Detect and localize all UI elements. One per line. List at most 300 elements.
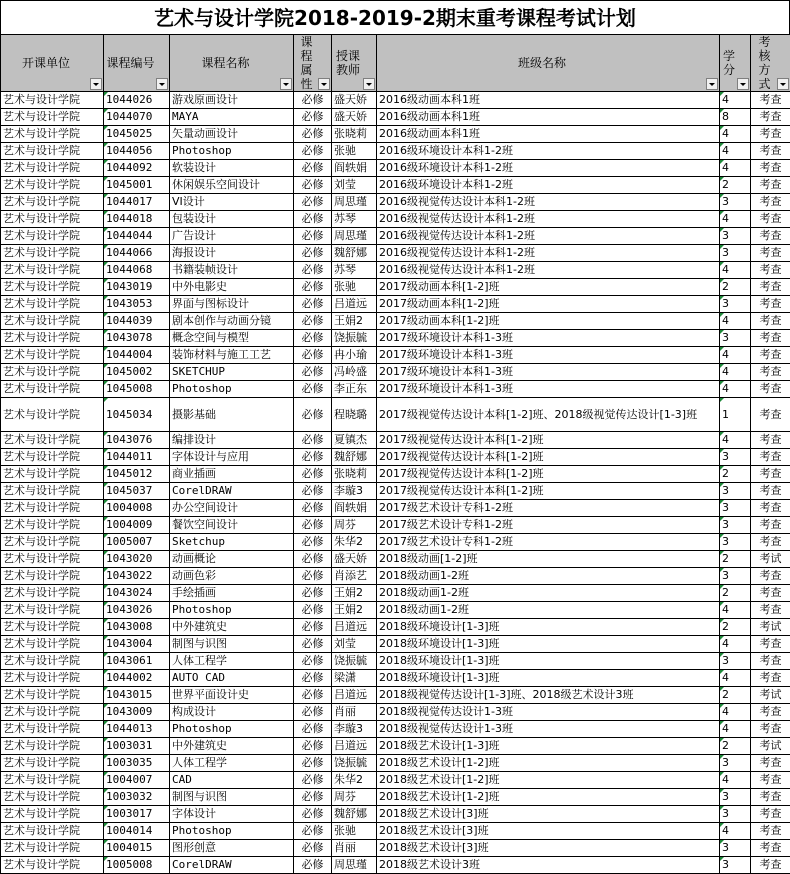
cell-unit[interactable]: 艺术与设计学院 [1, 619, 104, 636]
cell-credit[interactable]: 8 [720, 109, 751, 126]
cell-attr[interactable]: 必修 [294, 296, 332, 313]
cell-attr[interactable]: 必修 [294, 602, 332, 619]
cell-credit[interactable]: 4 [720, 126, 751, 143]
cell-teacher[interactable]: 冉小瑜 [332, 347, 377, 364]
cell-attr[interactable]: 必修 [294, 857, 332, 874]
cell-unit[interactable]: 艺术与设计学院 [1, 636, 104, 653]
cell-attr[interactable]: 必修 [294, 330, 332, 347]
cell-course[interactable]: MAYA [170, 109, 294, 126]
cell-code[interactable]: 1044068 [104, 262, 170, 279]
cell-unit[interactable]: 艺术与设计学院 [1, 449, 104, 466]
cell-teacher[interactable]: 周芬 [332, 789, 377, 806]
cell-code[interactable]: 1045001 [104, 177, 170, 194]
cell-code[interactable]: 1003032 [104, 789, 170, 806]
cell-class[interactable]: 2018级艺术设计[3]班 [377, 840, 720, 857]
cell-class[interactable]: 2017级视觉传达设计本科[1-2]班 [377, 483, 720, 500]
cell-code[interactable]: 1044044 [104, 228, 170, 245]
cell-assessment[interactable]: 考查 [751, 806, 790, 823]
table-row[interactable] [1, 823, 790, 840]
cell-class[interactable]: 2017级视觉传达设计本科[1-2]班 [377, 432, 720, 449]
filter-dropdown-icon[interactable] [90, 78, 102, 90]
filter-dropdown-icon[interactable] [363, 78, 375, 90]
cell-credit[interactable]: 3 [720, 449, 751, 466]
filter-dropdown-icon[interactable] [280, 78, 292, 90]
cell-class[interactable]: 2017级视觉传达设计本科[1-2]班 [377, 466, 720, 483]
filter-dropdown-icon[interactable] [777, 78, 789, 90]
table-row[interactable] [1, 92, 790, 109]
cell-attr[interactable]: 必修 [294, 823, 332, 840]
cell-code[interactable]: 1043022 [104, 568, 170, 585]
cell-teacher[interactable]: 夏镇杰 [332, 432, 377, 449]
cell-attr[interactable]: 必修 [294, 789, 332, 806]
cell-class[interactable]: 2016级视觉传达设计本科1-2班 [377, 245, 720, 262]
cell-unit[interactable]: 艺术与设计学院 [1, 92, 104, 109]
cell-attr[interactable]: 必修 [294, 653, 332, 670]
filter-dropdown-icon[interactable] [737, 78, 749, 90]
cell-class[interactable]: 2018级艺术设计[3]班 [377, 806, 720, 823]
table-row[interactable] [1, 534, 790, 551]
cell-unit[interactable]: 艺术与设计学院 [1, 670, 104, 687]
cell-teacher[interactable]: 魏舒娜 [332, 245, 377, 262]
cell-unit[interactable]: 艺术与设计学院 [1, 313, 104, 330]
cell-assessment[interactable]: 考查 [751, 177, 790, 194]
cell-credit[interactable]: 3 [720, 483, 751, 500]
cell-attr[interactable]: 必修 [294, 313, 332, 330]
cell-class[interactable]: 2018级视觉传达设计1-3班 [377, 721, 720, 738]
cell-code[interactable]: 1004009 [104, 517, 170, 534]
cell-teacher[interactable]: 阎轶娟 [332, 500, 377, 517]
cell-teacher[interactable]: 盛天娇 [332, 551, 377, 568]
cell-teacher[interactable]: 盛天娇 [332, 109, 377, 126]
cell-teacher[interactable]: 周思瑾 [332, 857, 377, 874]
table-row[interactable] [1, 449, 790, 466]
cell-attr[interactable]: 必修 [294, 449, 332, 466]
cell-assessment[interactable]: 考查 [751, 602, 790, 619]
cell-credit[interactable]: 2 [720, 687, 751, 704]
cell-course[interactable]: 制图与识图 [170, 789, 294, 806]
cell-assessment[interactable]: 考查 [751, 721, 790, 738]
cell-class[interactable]: 2018级动画1-2班 [377, 585, 720, 602]
cell-unit[interactable]: 艺术与设计学院 [1, 840, 104, 857]
cell-code[interactable]: 1043078 [104, 330, 170, 347]
cell-class[interactable]: 2017级动画本科[1-2]班 [377, 313, 720, 330]
cell-credit[interactable]: 4 [720, 347, 751, 364]
cell-assessment[interactable]: 考查 [751, 449, 790, 466]
cell-code[interactable]: 1004008 [104, 500, 170, 517]
cell-teacher[interactable]: 周芬 [332, 517, 377, 534]
cell-course[interactable]: 人体工程学 [170, 653, 294, 670]
cell-attr[interactable]: 必修 [294, 194, 332, 211]
col-header-credit[interactable]: 学分 [720, 35, 751, 92]
cell-unit[interactable]: 艺术与设计学院 [1, 381, 104, 398]
cell-attr[interactable]: 必修 [294, 687, 332, 704]
cell-class[interactable]: 2018级动画[1-2]班 [377, 551, 720, 568]
cell-assessment[interactable]: 考试 [751, 551, 790, 568]
cell-class[interactable]: 2016级视觉传达设计本科1-2班 [377, 211, 720, 228]
cell-unit[interactable]: 艺术与设计学院 [1, 109, 104, 126]
cell-attr[interactable]: 必修 [294, 619, 332, 636]
cell-assessment[interactable]: 考查 [751, 772, 790, 789]
cell-course[interactable]: 字体设计 [170, 806, 294, 823]
cell-credit[interactable]: 3 [720, 500, 751, 517]
table-row[interactable] [1, 398, 790, 432]
cell-credit[interactable]: 4 [720, 823, 751, 840]
cell-attr[interactable]: 必修 [294, 483, 332, 500]
cell-teacher[interactable]: 王娟2 [332, 602, 377, 619]
cell-class[interactable]: 2018级艺术设计[1-3]班 [377, 738, 720, 755]
cell-unit[interactable]: 艺术与设计学院 [1, 857, 104, 874]
cell-course[interactable]: 动画色彩 [170, 568, 294, 585]
cell-teacher[interactable]: 周思瑾 [332, 228, 377, 245]
cell-course[interactable]: 游戏原画设计 [170, 92, 294, 109]
table-row[interactable] [1, 704, 790, 721]
cell-teacher[interactable]: 张驰 [332, 143, 377, 160]
cell-attr[interactable]: 必修 [294, 177, 332, 194]
table-row[interactable] [1, 772, 790, 789]
cell-credit[interactable]: 4 [720, 364, 751, 381]
cell-unit[interactable]: 艺术与设计学院 [1, 279, 104, 296]
cell-credit[interactable]: 3 [720, 653, 751, 670]
cell-code[interactable]: 1045034 [104, 398, 170, 432]
cell-class[interactable]: 2016级环境设计本科1-2班 [377, 160, 720, 177]
cell-unit[interactable]: 艺术与设计学院 [1, 126, 104, 143]
cell-attr[interactable]: 必修 [294, 109, 332, 126]
cell-teacher[interactable]: 张晓莉 [332, 126, 377, 143]
cell-class[interactable]: 2017级艺术设计专科1-2班 [377, 534, 720, 551]
cell-code[interactable]: 1003031 [104, 738, 170, 755]
table-row[interactable] [1, 755, 790, 772]
cell-credit[interactable]: 4 [720, 636, 751, 653]
cell-assessment[interactable]: 考试 [751, 738, 790, 755]
cell-attr[interactable]: 必修 [294, 534, 332, 551]
cell-credit[interactable]: 4 [720, 211, 751, 228]
table-row[interactable] [1, 160, 790, 177]
cell-course[interactable]: 中外建筑史 [170, 619, 294, 636]
cell-credit[interactable]: 4 [720, 92, 751, 109]
table-row[interactable] [1, 806, 790, 823]
cell-course[interactable]: 矢量动画设计 [170, 126, 294, 143]
table-row[interactable] [1, 738, 790, 755]
table-row[interactable] [1, 143, 790, 160]
cell-teacher[interactable]: 梁潇 [332, 670, 377, 687]
cell-class[interactable]: 2018级视觉传达设计1-3班 [377, 704, 720, 721]
cell-attr[interactable]: 必修 [294, 568, 332, 585]
cell-unit[interactable]: 艺术与设计学院 [1, 738, 104, 755]
cell-credit[interactable]: 3 [720, 568, 751, 585]
cell-credit[interactable]: 3 [720, 755, 751, 772]
cell-code[interactable]: 1044017 [104, 194, 170, 211]
table-row[interactable] [1, 313, 790, 330]
cell-class[interactable]: 2018级环境设计[1-3]班 [377, 636, 720, 653]
cell-course[interactable]: Photoshop [170, 602, 294, 619]
cell-class[interactable]: 2016级动画本科1班 [377, 109, 720, 126]
cell-unit[interactable]: 艺术与设计学院 [1, 143, 104, 160]
col-header-teacher[interactable]: 授课教师 [332, 35, 377, 92]
cell-code[interactable]: 1044018 [104, 211, 170, 228]
cell-unit[interactable]: 艺术与设计学院 [1, 687, 104, 704]
cell-assessment[interactable]: 考查 [751, 704, 790, 721]
cell-attr[interactable]: 必修 [294, 551, 332, 568]
table-row[interactable] [1, 262, 790, 279]
cell-course[interactable]: 餐饮空间设计 [170, 517, 294, 534]
cell-class[interactable]: 2017级视觉传达设计本科[1-2]班 [377, 449, 720, 466]
cell-attr[interactable]: 必修 [294, 279, 332, 296]
cell-class[interactable]: 2017级艺术设计专科1-2班 [377, 500, 720, 517]
cell-code[interactable]: 1045037 [104, 483, 170, 500]
cell-assessment[interactable]: 考查 [751, 483, 790, 500]
table-row[interactable] [1, 636, 790, 653]
cell-class[interactable]: 2018级环境设计[1-3]班 [377, 619, 720, 636]
cell-credit[interactable]: 3 [720, 857, 751, 874]
table-row[interactable] [1, 381, 790, 398]
cell-teacher[interactable]: 饶振毓 [332, 330, 377, 347]
cell-unit[interactable]: 艺术与设计学院 [1, 534, 104, 551]
cell-credit[interactable]: 4 [720, 313, 751, 330]
cell-attr[interactable]: 必修 [294, 704, 332, 721]
cell-unit[interactable]: 艺术与设计学院 [1, 551, 104, 568]
cell-code[interactable]: 1005008 [104, 857, 170, 874]
cell-code[interactable]: 1043061 [104, 653, 170, 670]
table-row[interactable] [1, 228, 790, 245]
table-row[interactable] [1, 177, 790, 194]
cell-class[interactable]: 2016级视觉传达设计本科1-2班 [377, 262, 720, 279]
cell-course[interactable]: 动画概论 [170, 551, 294, 568]
cell-unit[interactable]: 艺术与设计学院 [1, 398, 104, 432]
cell-credit[interactable]: 3 [720, 534, 751, 551]
cell-credit[interactable]: 3 [720, 806, 751, 823]
cell-teacher[interactable]: 张驰 [332, 279, 377, 296]
cell-assessment[interactable]: 考查 [751, 109, 790, 126]
cell-course[interactable]: Photoshop [170, 823, 294, 840]
cell-unit[interactable]: 艺术与设计学院 [1, 160, 104, 177]
cell-class[interactable]: 2016级动画本科1班 [377, 92, 720, 109]
cell-attr[interactable]: 必修 [294, 806, 332, 823]
cell-attr[interactable]: 必修 [294, 755, 332, 772]
cell-assessment[interactable]: 考查 [751, 347, 790, 364]
cell-credit[interactable]: 3 [720, 194, 751, 211]
table-row[interactable] [1, 279, 790, 296]
cell-teacher[interactable]: 王娟2 [332, 585, 377, 602]
table-row[interactable] [1, 789, 790, 806]
cell-code[interactable]: 1043004 [104, 636, 170, 653]
cell-credit[interactable]: 3 [720, 245, 751, 262]
table-row[interactable] [1, 602, 790, 619]
cell-unit[interactable]: 艺术与设计学院 [1, 789, 104, 806]
col-header-code[interactable]: 课程编号 [104, 35, 170, 92]
cell-course[interactable]: Photoshop [170, 381, 294, 398]
cell-course[interactable]: CorelDRAW [170, 483, 294, 500]
cell-attr[interactable]: 必修 [294, 398, 332, 432]
cell-unit[interactable]: 艺术与设计学院 [1, 704, 104, 721]
cell-class[interactable]: 2018级环境设计[1-3]班 [377, 670, 720, 687]
cell-assessment[interactable]: 考查 [751, 194, 790, 211]
cell-class[interactable]: 2017级视觉传达设计本科[1-2]班、2018级视觉传达设计[1-3]班 [377, 398, 720, 432]
cell-unit[interactable]: 艺术与设计学院 [1, 432, 104, 449]
table-row[interactable] [1, 364, 790, 381]
cell-unit[interactable]: 艺术与设计学院 [1, 721, 104, 738]
col-header-unit[interactable]: 开课单位 [1, 35, 104, 92]
cell-unit[interactable]: 艺术与设计学院 [1, 806, 104, 823]
cell-code[interactable]: 1003017 [104, 806, 170, 823]
cell-assessment[interactable]: 考查 [751, 823, 790, 840]
cell-teacher[interactable]: 刘莹 [332, 636, 377, 653]
cell-code[interactable]: 1043009 [104, 704, 170, 721]
table-row[interactable] [1, 585, 790, 602]
cell-attr[interactable]: 必修 [294, 772, 332, 789]
cell-attr[interactable]: 必修 [294, 738, 332, 755]
cell-course[interactable]: CorelDRAW [170, 857, 294, 874]
cell-course[interactable]: 海报设计 [170, 245, 294, 262]
cell-teacher[interactable]: 肖丽 [332, 840, 377, 857]
cell-assessment[interactable]: 考查 [751, 517, 790, 534]
cell-course[interactable]: 概念空间与模型 [170, 330, 294, 347]
cell-code[interactable]: 1043024 [104, 585, 170, 602]
table-row[interactable] [1, 347, 790, 364]
cell-course[interactable]: 剧本创作与动画分镜 [170, 313, 294, 330]
table-row[interactable] [1, 568, 790, 585]
table-row[interactable] [1, 109, 790, 126]
cell-course[interactable]: 软装设计 [170, 160, 294, 177]
cell-teacher[interactable]: 饶振毓 [332, 755, 377, 772]
cell-course[interactable]: Photoshop [170, 143, 294, 160]
cell-unit[interactable]: 艺术与设计学院 [1, 483, 104, 500]
cell-code[interactable]: 1045008 [104, 381, 170, 398]
cell-attr[interactable]: 必修 [294, 381, 332, 398]
cell-code[interactable]: 1004014 [104, 823, 170, 840]
cell-attr[interactable]: 必修 [294, 840, 332, 857]
cell-code[interactable]: 1003035 [104, 755, 170, 772]
cell-attr[interactable]: 必修 [294, 466, 332, 483]
cell-course[interactable]: 中外电影史 [170, 279, 294, 296]
cell-credit[interactable]: 2 [720, 177, 751, 194]
cell-course[interactable]: 摄影基础 [170, 398, 294, 432]
table-row[interactable] [1, 551, 790, 568]
cell-attr[interactable]: 必修 [294, 126, 332, 143]
cell-code[interactable]: 1044011 [104, 449, 170, 466]
cell-assessment[interactable]: 考查 [751, 160, 790, 177]
cell-credit[interactable]: 4 [720, 704, 751, 721]
cell-class[interactable]: 2017级环境设计本科1-3班 [377, 347, 720, 364]
cell-course[interactable]: 商业插画 [170, 466, 294, 483]
cell-unit[interactable]: 艺术与设计学院 [1, 755, 104, 772]
cell-assessment[interactable]: 考查 [751, 466, 790, 483]
cell-class[interactable]: 2017级环境设计本科1-3班 [377, 381, 720, 398]
cell-unit[interactable]: 艺术与设计学院 [1, 517, 104, 534]
cell-teacher[interactable]: 魏舒娜 [332, 806, 377, 823]
table-row[interactable] [1, 330, 790, 347]
cell-teacher[interactable]: 吕道远 [332, 296, 377, 313]
cell-teacher[interactable]: 魏舒娜 [332, 449, 377, 466]
cell-attr[interactable]: 必修 [294, 364, 332, 381]
cell-assessment[interactable]: 考查 [751, 126, 790, 143]
cell-assessment[interactable]: 考试 [751, 687, 790, 704]
table-row[interactable] [1, 687, 790, 704]
cell-credit[interactable]: 3 [720, 296, 751, 313]
cell-credit[interactable]: 4 [720, 143, 751, 160]
cell-credit[interactable]: 2 [720, 551, 751, 568]
cell-attr[interactable]: 必修 [294, 500, 332, 517]
cell-code[interactable]: 1043053 [104, 296, 170, 313]
cell-course[interactable]: 编排设计 [170, 432, 294, 449]
col-header-attr[interactable]: 课程属性 [294, 35, 332, 92]
cell-teacher[interactable]: 刘莹 [332, 177, 377, 194]
cell-class[interactable]: 2016级环境设计本科1-2班 [377, 177, 720, 194]
cell-assessment[interactable]: 考查 [751, 262, 790, 279]
cell-credit[interactable]: 4 [720, 670, 751, 687]
cell-teacher[interactable]: 朱华2 [332, 534, 377, 551]
cell-course[interactable]: 包装设计 [170, 211, 294, 228]
table-row[interactable] [1, 211, 790, 228]
table-row[interactable] [1, 840, 790, 857]
cell-unit[interactable]: 艺术与设计学院 [1, 466, 104, 483]
cell-assessment[interactable]: 考查 [751, 653, 790, 670]
cell-teacher[interactable]: 盛天娇 [332, 92, 377, 109]
cell-class[interactable]: 2017级环境设计本科1-3班 [377, 330, 720, 347]
cell-unit[interactable]: 艺术与设计学院 [1, 262, 104, 279]
cell-code[interactable]: 1044070 [104, 109, 170, 126]
cell-attr[interactable]: 必修 [294, 670, 332, 687]
cell-code[interactable]: 1045025 [104, 126, 170, 143]
table-row[interactable] [1, 245, 790, 262]
table-row[interactable] [1, 194, 790, 211]
cell-class[interactable]: 2018级艺术设计[1-2]班 [377, 789, 720, 806]
table-row[interactable] [1, 653, 790, 670]
cell-code[interactable]: 1043008 [104, 619, 170, 636]
col-header-assessment[interactable]: 考核方式 [751, 35, 790, 92]
cell-code[interactable]: 1044039 [104, 313, 170, 330]
cell-code[interactable]: 1045002 [104, 364, 170, 381]
cell-credit[interactable]: 3 [720, 517, 751, 534]
cell-class[interactable]: 2018级艺术设计[1-2]班 [377, 755, 720, 772]
cell-assessment[interactable]: 考查 [751, 534, 790, 551]
cell-code[interactable]: 1045012 [104, 466, 170, 483]
cell-attr[interactable]: 必修 [294, 721, 332, 738]
cell-assessment[interactable]: 考查 [751, 755, 790, 772]
cell-course[interactable]: 人体工程学 [170, 755, 294, 772]
cell-teacher[interactable]: 吕道远 [332, 738, 377, 755]
cell-code[interactable]: 1044026 [104, 92, 170, 109]
cell-code[interactable]: 1044092 [104, 160, 170, 177]
cell-unit[interactable]: 艺术与设计学院 [1, 823, 104, 840]
cell-attr[interactable]: 必修 [294, 228, 332, 245]
cell-teacher[interactable]: 朱华2 [332, 772, 377, 789]
cell-assessment[interactable]: 考查 [751, 789, 790, 806]
cell-credit[interactable]: 4 [720, 772, 751, 789]
cell-code[interactable]: 1043076 [104, 432, 170, 449]
cell-credit[interactable]: 2 [720, 619, 751, 636]
cell-assessment[interactable]: 考查 [751, 857, 790, 874]
table-row[interactable] [1, 126, 790, 143]
cell-attr[interactable]: 必修 [294, 245, 332, 262]
cell-teacher[interactable]: 李正东 [332, 381, 377, 398]
cell-teacher[interactable]: 李璇3 [332, 483, 377, 500]
cell-credit[interactable]: 4 [720, 602, 751, 619]
cell-assessment[interactable]: 考查 [751, 279, 790, 296]
cell-assessment[interactable]: 考查 [751, 92, 790, 109]
table-row[interactable] [1, 500, 790, 517]
cell-course[interactable]: 广告设计 [170, 228, 294, 245]
cell-credit[interactable]: 1 [720, 398, 751, 432]
cell-teacher[interactable]: 阎轶娟 [332, 160, 377, 177]
cell-assessment[interactable]: 考查 [751, 313, 790, 330]
cell-course[interactable]: 世界平面设计史 [170, 687, 294, 704]
cell-attr[interactable]: 必修 [294, 262, 332, 279]
cell-credit[interactable]: 3 [720, 228, 751, 245]
filter-dropdown-icon[interactable] [706, 78, 718, 90]
cell-class[interactable]: 2018级艺术设计[3]班 [377, 823, 720, 840]
cell-unit[interactable]: 艺术与设计学院 [1, 177, 104, 194]
cell-credit[interactable]: 4 [720, 381, 751, 398]
